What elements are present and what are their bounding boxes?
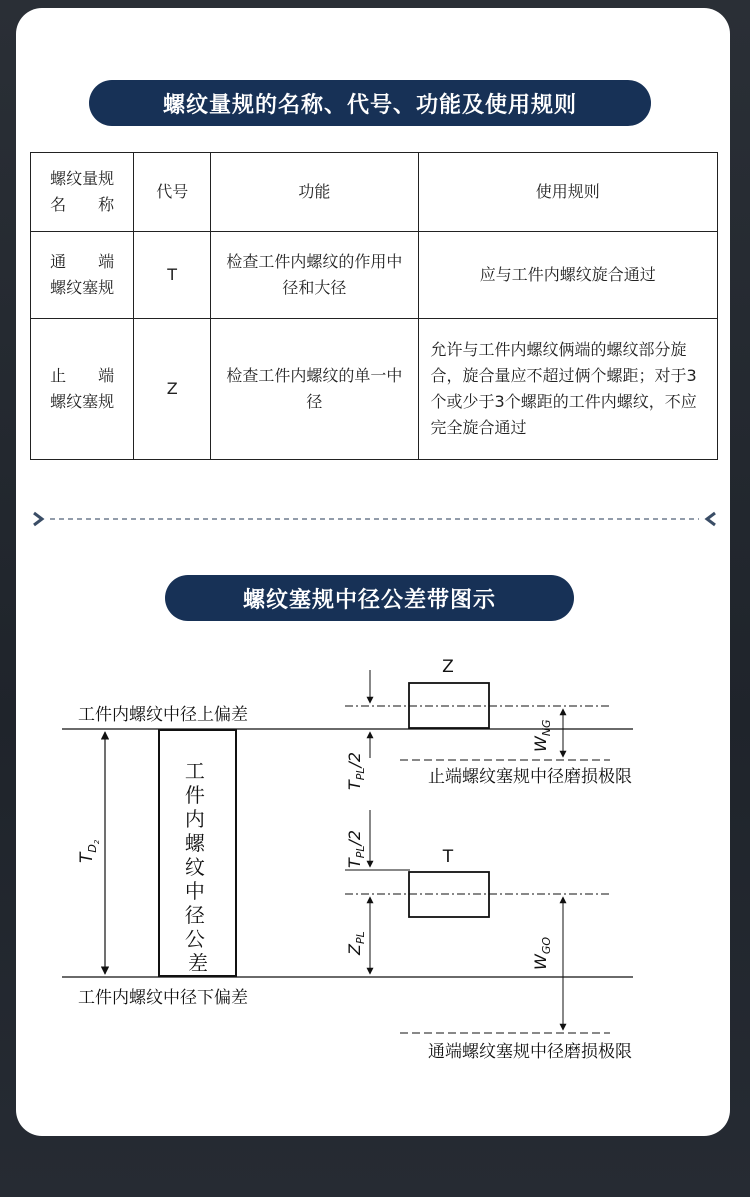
row-function: 检查工件内螺纹的单一中径 <box>211 319 418 460</box>
header-code: 代号 <box>134 153 211 232</box>
chevron-right-icon <box>34 513 42 525</box>
zpl-label: $Z_{PL}$ <box>345 931 367 955</box>
t-box-label: T <box>442 847 454 867</box>
header-name <box>31 153 134 232</box>
row-name-line1: 止 端 <box>50 366 115 385</box>
wng-label: $W_{NG}$ <box>531 719 553 752</box>
row-name-cell <box>31 232 134 319</box>
section-title-table-text: 螺纹量规的名称、代号、功能及使用规则 <box>162 92 577 118</box>
lower-deviation-label: 工件内螺纹中径下偏差 <box>78 988 248 1008</box>
z-box-label: Z <box>442 657 454 677</box>
header-name-line1: 螺纹量规 <box>50 169 115 188</box>
section-title-table <box>89 80 651 126</box>
row-rule: 应与工件内螺纹旋合通过 <box>418 232 717 319</box>
td2-label: $T_D2$ <box>77 839 101 863</box>
header-rule: 使用规则 <box>418 153 717 232</box>
row-code: T <box>134 232 211 319</box>
row-name-cell <box>31 319 134 460</box>
row-code: Z <box>134 319 211 460</box>
tolerance-zone-diagram <box>30 650 720 1080</box>
chevron-left-icon <box>707 513 715 525</box>
tolerance-box-label: 工 件 内 螺 纹 中 径 公 差 <box>184 759 208 975</box>
header-name-line2: 名 称 <box>50 195 115 214</box>
go-limit-label: 通端螺纹塞规中径磨损极限 <box>428 1042 632 1062</box>
section-title-diagram-text: 螺纹塞规中径公差带图示 <box>242 587 496 613</box>
table-row <box>31 319 718 460</box>
wgo-label: $W_{GO}$ <box>531 936 553 970</box>
dashed-divider <box>32 510 717 528</box>
upper-deviation-label: 工件内螺纹中径上偏差 <box>78 705 248 725</box>
header-function: 功能 <box>211 153 418 232</box>
table-header-row <box>31 153 718 232</box>
table-row <box>31 232 718 319</box>
ng-limit-label: 止端螺纹塞规中径磨损极限 <box>428 767 632 787</box>
row-name-line2: 螺纹塞规 <box>50 278 115 297</box>
z-tpl-label: $T_{PL}/2$ <box>345 751 367 790</box>
gauge-rules-table <box>30 152 718 460</box>
row-rule: 允许与工件内螺纹俩端的螺纹部分旋合，旋合量应不超过俩个螺距；对于3个或少于3个螺距的工件内螺纹，不应完全旋合通过 <box>418 319 717 460</box>
row-name-line2: 螺纹塞规 <box>50 392 115 411</box>
section-title-diagram <box>165 575 574 621</box>
row-name-line1: 通 端 <box>50 252 115 271</box>
row-function: 检查工件内螺纹的作用中径和大径 <box>211 232 418 319</box>
t-tpl-label: $T_{PL}/2$ <box>345 829 367 868</box>
